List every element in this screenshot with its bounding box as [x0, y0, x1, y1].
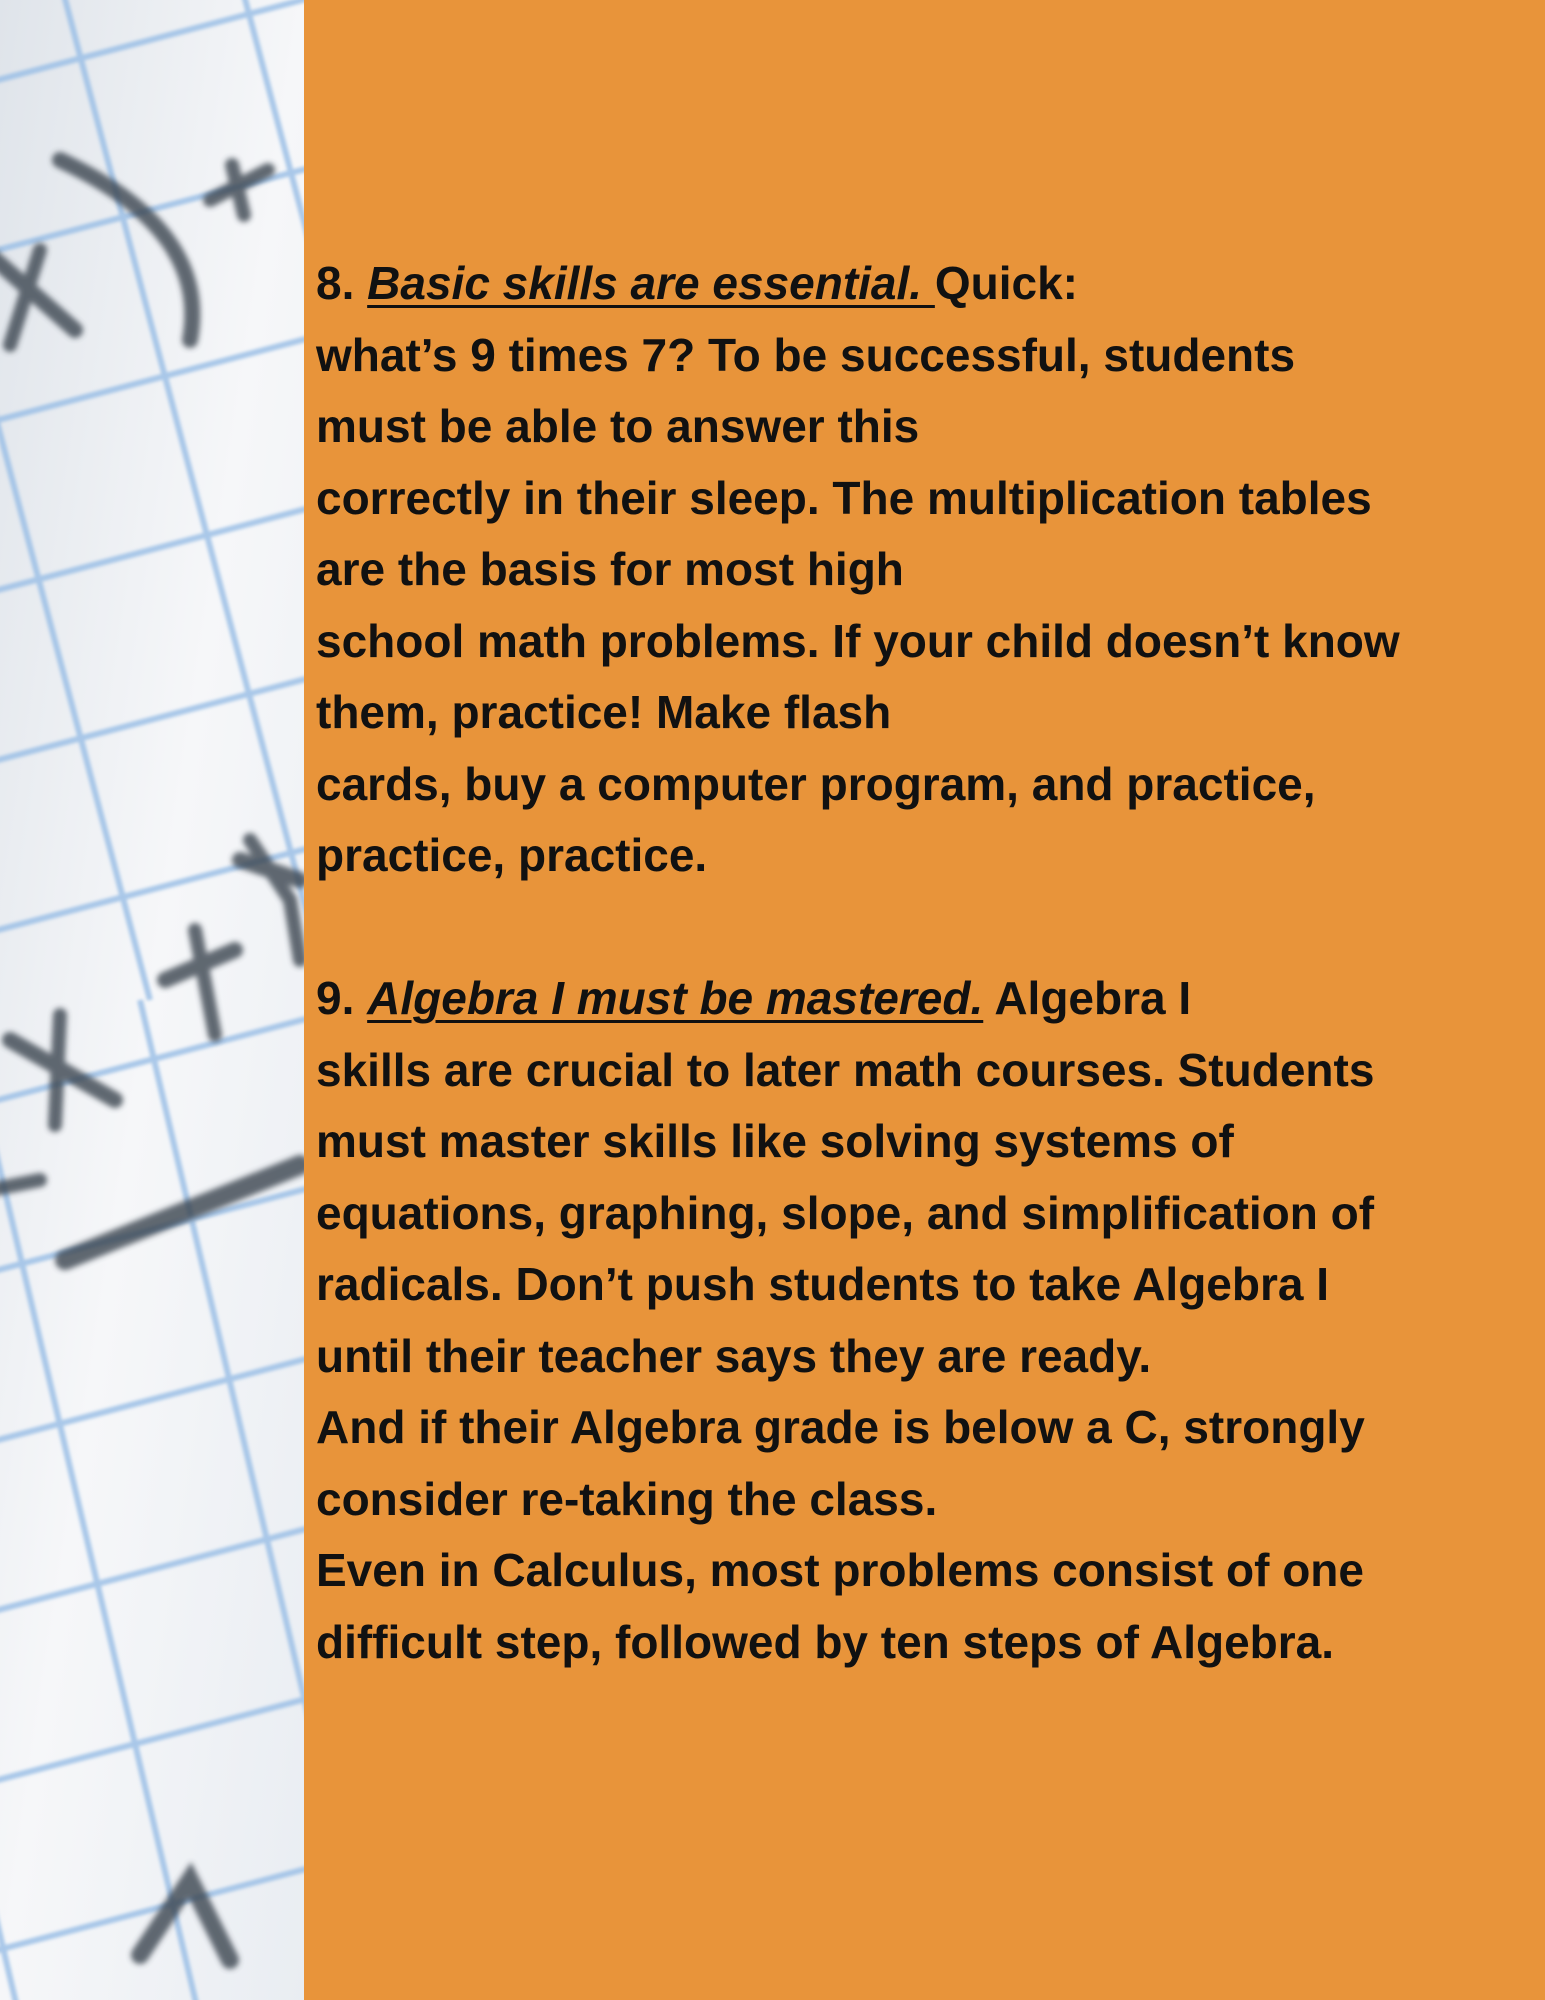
tip-9-line: Even in Calculus, most problems consist of one	[316, 1544, 1364, 1596]
tip-9-number: 9.	[316, 972, 368, 1024]
paragraph-spacer	[316, 892, 1541, 964]
tip-8-line: cards, buy a computer program, and practice,	[316, 757, 1316, 810]
graph-paper-photo	[0, 0, 304, 2000]
tip-9-line: consider re-taking the class.	[316, 1472, 938, 1525]
tip-9-line: skills are crucial to later math courses. Students	[316, 1043, 1375, 1096]
tip-8-number: 8.	[316, 257, 368, 309]
content-panel	[304, 0, 1545, 2000]
tip-9-line: must master skills like solving systems of	[316, 1115, 1234, 1167]
tip-8-line	[316, 248, 1541, 320]
tip-8-line: are the basis for most high	[316, 543, 904, 595]
tip-9	[316, 963, 1541, 1678]
tip-8-line: them, practice! Make flash	[316, 686, 892, 738]
tip-9-line: radicals. Don’t push students to take Algebra I	[316, 1258, 1330, 1310]
graph-paper-illustration	[0, 0, 304, 2000]
tip-9-line-text: Algebra I	[983, 972, 1192, 1024]
tip-9-heading: Algebra I must be mastered.	[367, 972, 984, 1024]
tip-8-line: practice, practice.	[316, 829, 708, 881]
tip-8-line: school math problems. If your child doesn’t know	[316, 614, 1400, 667]
tip-9-line: difficult step, followed by ten steps of Algebra.	[316, 1615, 1335, 1668]
tip-8-line: must be able to answer this	[316, 400, 920, 452]
tip-8-heading: Basic skills are essential.	[367, 257, 935, 309]
tips-text	[316, 248, 1541, 1678]
tip-9-line: equations, graphing, slope, and simplification of	[316, 1186, 1375, 1239]
tip-8	[316, 248, 1541, 892]
tip-8-line: what’s 9 times 7? To be successful, students	[316, 328, 1296, 381]
tip-9-line	[316, 963, 1541, 1035]
tip-8-line-text: Quick:	[934, 257, 1079, 309]
tip-8-line: correctly in their sleep. The multiplication tables	[316, 471, 1372, 524]
tip-9-line: until their teacher says they are ready.	[316, 1329, 1152, 1382]
tip-9-line: And if their Algebra grade is below a C, strongly	[316, 1401, 1365, 1453]
